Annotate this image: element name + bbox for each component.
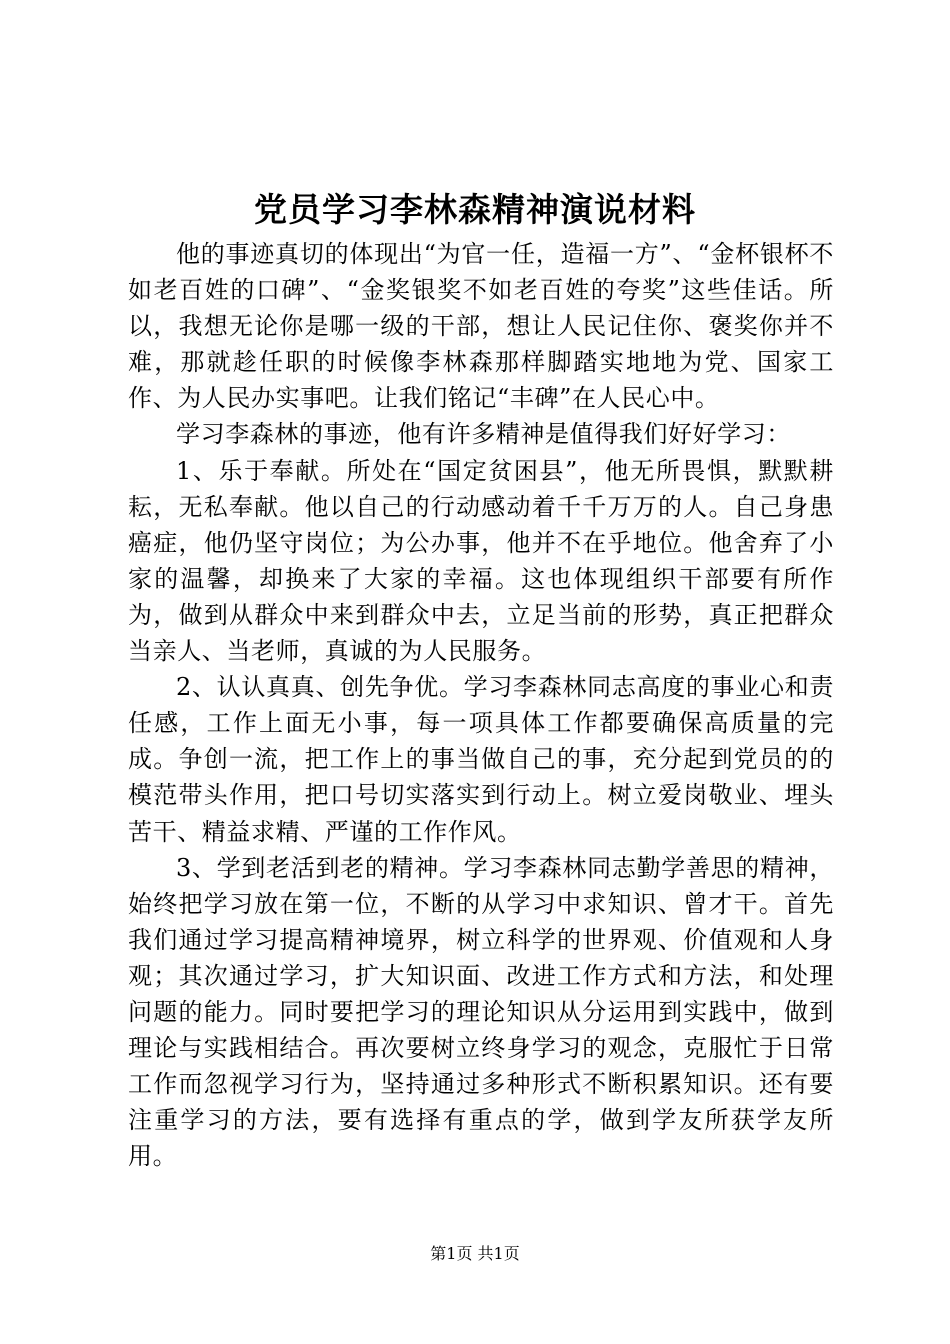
page-title: 党员学习李林森精神演说材料 xyxy=(254,190,696,229)
page-footer: 第1页 共1页 xyxy=(430,1244,520,1263)
paragraph-point-3: 3、学到老活到老的精神。学习李森林同志勤学善思的精神，始终把学习放在第一位，不断的从学习中求知识、曾才干。首先我们通过学习提高精神境界，树立科学的世界观、价值观和人身观；其次通过学习，扩大知识面、改进工作方式和方法，和处理问题的能力。同时要把学习的理论知识从分运用到实践中，做到理论与实践相结合。再次要树立终身学习的观念，克服忙于日常工作而忽视学习行为，坚持通过多种形式不断积累知识。还有要注重学习的方法，要有选择有重点的学，做到学友所获学友所用。 xyxy=(128,853,834,1171)
paragraph-point-1: 1、乐于奉献。所处在“国定贫困县”，他无所畏惧，默默耕耘，无私奉献。他以自己的行动感动着千千万万的人。自己身患癌症，他仍坚守岗位；为公办事，他并不在乎地位。他舍弃了小家的温馨，却换来了大家的幸福。这也体现组织干部要有所作为，做到从群众中来到群众中去，立足当前的形势，真正把群众当亲人、当老师，真诚的为人民服务。 xyxy=(128,456,834,666)
paragraph-lead-in: 学习李森林的事迹，他有许多精神是值得我们好好学习： xyxy=(176,420,791,449)
paragraph-point-2: 2、认认真真、创先争优。学习李森林同志高度的事业心和责任感，工作上面无小事，每一项具体工作都要确保高质量的完成。争创一流，把工作上的事当做自己的事，充分起到党员的的模范带头作用，把口号切实落实到行动上。树立爱岗敬业、埋头苦干、精益求精、严谨的工作作风。 xyxy=(128,673,834,846)
paragraph-intro: 他的事迹真切的体现出“为官一任，造福一方”、“金杯银杯不如老百姓的口碑”、“金奖银奖不如老百姓的夸奖”这些佳话。所以，我想无论你是哪一级的干部，想让人民记住你、褒奖你并不难，那就趁任职的时候像李林森那样脚踏实地地为党、国家工作、为人民办实事吧。让我们铭记“丰碑”在人民心中。 xyxy=(128,240,834,413)
document-body xyxy=(128,236,834,1174)
